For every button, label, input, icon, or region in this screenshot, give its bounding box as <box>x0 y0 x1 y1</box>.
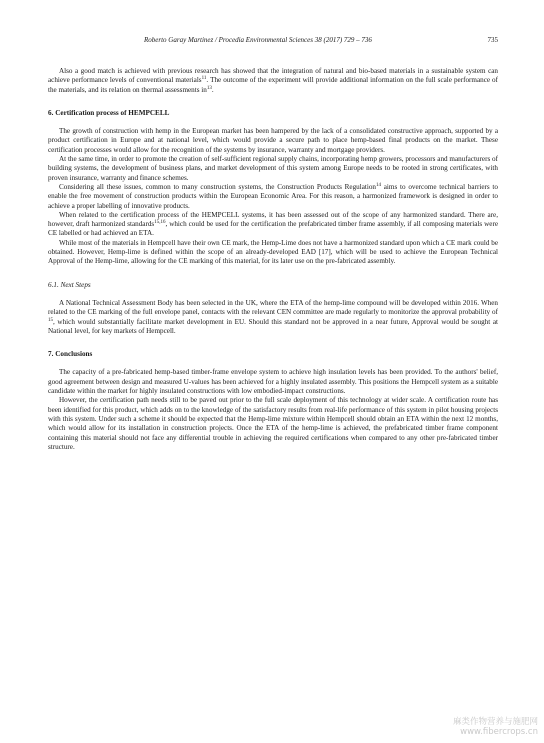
paragraph: The capacity of a pre-fabricated hemp-based timber-frame envelope system to achieve high insulation levels has been provided. To the authors' belief, good agreement between design and measured U-values has been achieved for a highly insulated assembly. This positions the Hempcell system as a suitable candidate within the market for highly insulated constructions with low embodied-impact constructions. <box>48 368 498 396</box>
paragraph: However, the certification path needs still to be paved out prior to the full scale deployment of this technology at wider scale. A certification route has been identified for this product, which adds on to the knowledge of the satisfactory results from real-life performance of this system in pilot housing projects with this system. Under such a scheme it should be expected that the Hemp-lime mixture within Hempcell should obtain an ETA within the next 12 months, which would allow for its installation in construction projects. Once the ETA of the hemp-lime is achieved, the prefabricated timber frame component containing this material should not face any differential trouble in achieving the required certifications when compared to any other pre-fabricated timber structure. <box>48 396 498 451</box>
citation: 13 <box>206 85 212 91</box>
paragraph: While most of the materials in Hempcell have their own CE mark, the Hemp-Lime does not have a harmonized standard upon which a CE mark could be obtained. However, Hemp-lime is defined within the scope of an already-developed EAD [17], which will be used to achieve the European Technical Approval of the Hemp-lime, allowing for the CE marking of this material, for its later use on the pre-fabricated assembly. <box>48 238 498 266</box>
intro-paragraph: Also a good match is achieved with previous research has showed that the integration of natural and bio-based materials in a sustainable system can achieve performance levels of conventional materials$^{11}$. The outcome of the experiment will provide additional information on the full scale performance of the materials, and its relation on thermal assessments $in^{13}$. <box>48 67 498 94</box>
watermark-url: www.fibercrops.cn <box>460 727 538 737</box>
citation: 14 <box>375 182 381 188</box>
section-heading-conclusions: 7. Conclusions <box>48 350 93 359</box>
watermark-line: 麻类作物营养与施肥网 <box>452 717 538 727</box>
paragraph: Considering all these issues, common to many construction systems, the Construction Products Regulation$^{14}$ aims to overcome technical barriers to enable the free movement of construction products within the European Economic Area. For this reason, a harmonized framework is designed in order to achieve a proper labelling of innovative products. <box>48 182 498 210</box>
citation: 15 <box>48 317 53 323</box>
running-title: Roberto Garay Martinez / Procedia Environmental Sciences 38 (2017) 729 – 736 <box>144 36 372 44</box>
paragraph: When related to the certification process of the HEMPCELL systems, it has been assessed out of the scope of any harmonized standard. There are, however, draft harmonized standards$^{15,16}$, which could be used for the certification the prefabricated timber frame assembly, if all composing materials were CE labelled or had achieved an ETA. <box>48 210 498 238</box>
citation: 15,16 <box>154 220 166 226</box>
paragraph: The growth of construction with hemp in the European market has been hampered by the lack of a consolidated constructive approach, supported by a product certification in Europe and at national level, which would provide a secure path to place hemp-based final products on the market. These certification processes would allow for the recognition of the systems by insurance, warranty and mortgage providers. <box>48 127 498 154</box>
citation: 11 <box>201 76 207 82</box>
section-heading-certification: 6. Certification process of HEMPCELL <box>48 108 170 117</box>
page-number: 735 <box>487 36 498 44</box>
paragraph: At the same time, in order to promote the creation of self-sufficient regional supply chains, incorporating hemp growers, processors and manufacturers of building systems, the development of business plans, and market development of this system among Europe needs to be rooted in strong certificates, with proven insurance, warranty and finance schemes. <box>48 155 498 182</box>
article-body <box>48 67 498 452</box>
paragraph: A National Technical Assessment Body has been selected in the UK, where the ETA of the hemp-lime compound will be developed within 2016. When related to the CE marking of the full envelope panel, contacts with the relevant CEN committee are made regularly to monitorize the approval probability of $^{15}$, which would substantially facilitate market development in EU. Should this standard not be approved in a near future, Approval would be sought at National level, for key markets of Hempcell. <box>48 298 498 335</box>
subsection-heading-next-steps: 6.1. Next Steps <box>48 280 91 289</box>
watermark <box>453 717 538 737</box>
running-header <box>48 36 498 46</box>
